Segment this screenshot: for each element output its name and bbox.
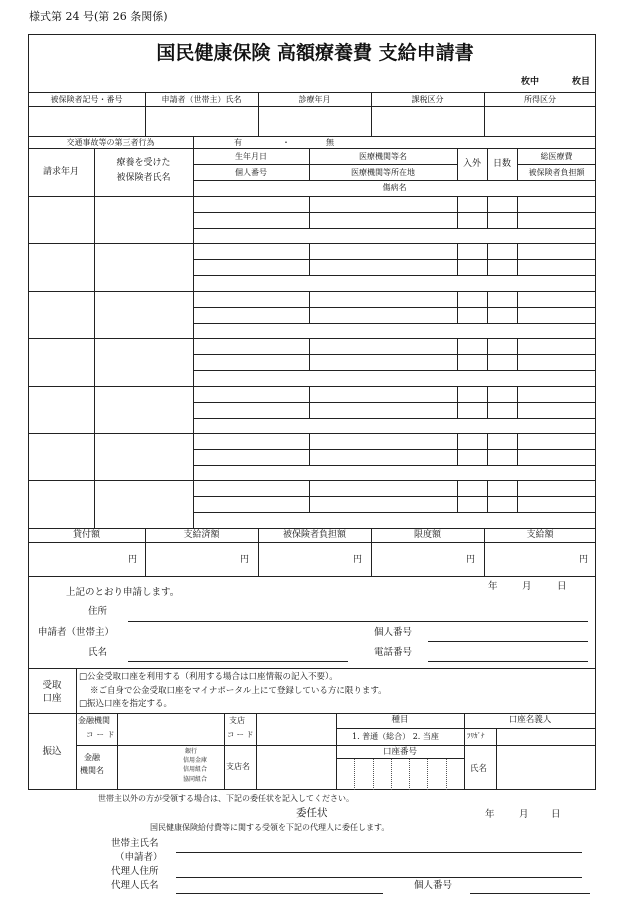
- agent-address-field[interactable]: [176, 877, 582, 878]
- claim-row[interactable]: [29, 339, 595, 384]
- insured-number-label: 被保険者記号・番号: [50, 95, 123, 104]
- applicant-name-label: 申請者（世帯主）氏名: [161, 95, 242, 104]
- claim-row[interactable]: [29, 387, 595, 432]
- personal-number-header: 個人番号: [235, 168, 267, 177]
- receipt-label-line2: 口座: [42, 693, 62, 704]
- account-digit-divider: [409, 759, 410, 790]
- account-digit-divider: [354, 759, 355, 790]
- income-class-label: 所得区分: [524, 95, 556, 104]
- page-total-label: 枚中: [521, 77, 540, 87]
- applicant-name-label2: 氏名: [88, 647, 108, 658]
- rule-line: [309, 433, 310, 465]
- claim-row[interactable]: [29, 434, 595, 479]
- payment-amount-yen: 円: [579, 555, 589, 565]
- rule-line: [193, 449, 596, 450]
- delegation-text: 国民健康保険給付費等に関する受領を下記の代理人に委任します。: [150, 823, 390, 832]
- bank-code-label-line1: 金融機関: [78, 716, 110, 725]
- public-account-note: ※ご自身で公金受取口座をマイナポータル上にて登録している方に限ります。: [90, 686, 387, 696]
- limit-amount-yen: 円: [466, 555, 476, 565]
- rule-line: [457, 480, 458, 512]
- head-name-field[interactable]: [176, 852, 582, 853]
- applicant-personal-number-label: 個人番号: [374, 627, 413, 638]
- bank-type-bank[interactable]: 銀行: [185, 748, 198, 755]
- bank-type-shinkin[interactable]: 信用金庫: [183, 757, 208, 764]
- rule-line: [193, 402, 596, 403]
- branch-code-field[interactable]: [257, 714, 335, 744]
- rule-line: [517, 291, 518, 323]
- hospital-name-header: 医療機関等名: [359, 152, 407, 161]
- rule-line: [457, 291, 458, 323]
- applicant-signature-field[interactable]: [128, 661, 348, 662]
- insured-number-field[interactable]: [29, 107, 144, 135]
- rule-line: [457, 196, 458, 228]
- applicant-label: 申請者（世帯主）: [38, 627, 115, 638]
- declaration-year: 年: [488, 581, 498, 592]
- furigana-field[interactable]: [497, 729, 595, 744]
- rule-line: [517, 196, 518, 228]
- rule-line: [517, 386, 518, 418]
- delegation-day: 日: [551, 809, 561, 820]
- paid-amount-label: 支給済額: [183, 530, 220, 540]
- insured-burden-yen: 円: [353, 555, 363, 565]
- claim-row[interactable]: [29, 197, 595, 242]
- claim-row[interactable]: [29, 292, 595, 337]
- rule-line: [193, 275, 596, 276]
- head-applicant-sub-label: （申請者）: [115, 852, 163, 863]
- agent-personal-number-label: 個人番号: [414, 880, 453, 891]
- rule-line: [457, 243, 458, 275]
- claim-month-header: 請求年月: [42, 167, 79, 177]
- third-party-separator: ・: [282, 138, 290, 147]
- account-digit-divider: [391, 759, 392, 790]
- public-account-option[interactable]: □公金受取口座を利用する（利用する場合は口座情報の記入不要）。: [79, 672, 338, 682]
- bank-code-label-line2: コード: [86, 730, 118, 739]
- claim-row[interactable]: [29, 244, 595, 289]
- declaration-month: 月: [522, 581, 532, 592]
- tax-class-field[interactable]: [372, 107, 483, 135]
- transfer-label: 振込: [42, 746, 62, 757]
- applicant-name-field[interactable]: [146, 107, 257, 135]
- rule-line: [309, 338, 310, 370]
- holder-name-label: 氏名: [470, 764, 488, 774]
- transfer-account-option[interactable]: □振込口座を指定する。: [79, 699, 173, 709]
- treatment-month-label: 診療年月: [298, 95, 331, 104]
- rule-line: [517, 243, 518, 275]
- rule-line: [28, 433, 596, 434]
- bank-code-field[interactable]: [118, 714, 223, 744]
- account-digit-divider: [446, 759, 447, 790]
- account-digit-divider: [427, 759, 428, 790]
- branch-code-label-line1: 支店: [229, 716, 245, 725]
- rule-line: [193, 465, 596, 466]
- phone-label: 電話番号: [374, 647, 413, 658]
- inout-header: 入外: [462, 159, 481, 169]
- patient-header-line2: 被保険者氏名: [116, 173, 171, 183]
- bank-name-label-line1: 金融: [84, 753, 100, 762]
- rule-line: [193, 512, 596, 513]
- agent-name-field[interactable]: [176, 893, 383, 894]
- disease-header: 傷病名: [382, 183, 407, 192]
- bank-type-credit-union[interactable]: 信用組合: [183, 766, 208, 773]
- insured-burden-label: 被保険者負担額: [282, 530, 346, 540]
- birthdate-header: 生年月日: [235, 152, 267, 161]
- agent-name-label: 代理人氏名: [111, 880, 159, 891]
- loan-amount-label: 貸付額: [72, 530, 100, 540]
- account-type-label: 種目: [391, 715, 409, 725]
- bank-name-label-line2: 機関名: [80, 766, 104, 775]
- rule-line: [193, 307, 596, 308]
- rule-line: [193, 370, 596, 371]
- page-current-label: 枚目: [572, 77, 591, 87]
- form-number: 様式第 24 号(第 26 条関係): [29, 10, 168, 23]
- rule-line: [193, 228, 596, 229]
- head-name-label: 世帯主氏名: [111, 838, 159, 849]
- rule-line: [457, 386, 458, 418]
- rule-line: [457, 338, 458, 370]
- rule-line: [487, 243, 488, 275]
- holder-name-field[interactable]: [497, 746, 595, 789]
- address-field[interactable]: [128, 621, 588, 622]
- delegation-note: 世帯主以外の方が受領する場合は、下記の委任状を記入してください。: [98, 794, 354, 803]
- limit-amount-label: 限度額: [413, 530, 441, 540]
- days-header: 日数: [492, 159, 511, 169]
- third-party-yes[interactable]: 有: [234, 138, 242, 147]
- rule-line: [193, 259, 596, 260]
- rule-line: [28, 291, 596, 292]
- address-label: 住所: [88, 606, 108, 617]
- bank-type-cooperative[interactable]: 協同組合: [183, 776, 208, 783]
- rule-line: [193, 323, 596, 324]
- paid-amount-yen: 円: [240, 555, 250, 565]
- rule-line: [309, 196, 310, 228]
- rule-line: [309, 386, 310, 418]
- rule-line: [517, 433, 518, 465]
- rule-line: [193, 212, 596, 213]
- rule-line: [309, 480, 310, 512]
- furigana-label: ﾌﾘｶﾞﾅ: [467, 732, 485, 740]
- delegation-title: 委任状: [296, 807, 328, 819]
- account-holder-label: 口座名義人: [508, 715, 552, 725]
- payment-amount-label: 支給額: [526, 530, 554, 540]
- branch-name-field[interactable]: [257, 746, 335, 789]
- rule-line: [487, 291, 488, 323]
- rule-line: [487, 433, 488, 465]
- insured-burden-header: 被保険者負担額: [528, 168, 585, 177]
- tax-class-label: 課税区分: [411, 95, 444, 104]
- rule-line: [28, 480, 596, 481]
- third-party-label: 交通事故等の第三者行為: [66, 138, 155, 147]
- account-type-options[interactable]: 1. 普通（総合） 2. 当座: [352, 732, 439, 741]
- income-class-field[interactable]: [485, 107, 595, 135]
- rule-line: [28, 338, 596, 339]
- branch-name-label: 支店名: [226, 762, 250, 771]
- rule-line: [487, 196, 488, 228]
- bank-name-field[interactable]: [118, 746, 178, 789]
- delegation-month: 月: [519, 809, 529, 820]
- claim-row[interactable]: [29, 481, 595, 526]
- total-cost-header: 総医療費: [540, 152, 573, 161]
- branch-code-label-line2: コード: [227, 730, 256, 739]
- rule-line: [193, 418, 596, 419]
- rule-line: [517, 480, 518, 512]
- form-title: 国民健康保険 高額療養費 支給申請書: [156, 42, 474, 64]
- rule-line: [28, 243, 596, 244]
- rule-line: [457, 433, 458, 465]
- delegation-year: 年: [485, 809, 495, 820]
- rule-line: [193, 354, 596, 355]
- rule-line: [193, 496, 596, 497]
- third-party-no[interactable]: 無: [326, 138, 334, 147]
- treatment-month-field[interactable]: [259, 107, 370, 135]
- rule-line: [309, 243, 310, 275]
- hospital-address-header: 医療機関等所在地: [351, 168, 415, 177]
- rule-line: [28, 386, 596, 387]
- loan-amount-yen: 円: [128, 555, 138, 565]
- account-digit-divider: [373, 759, 374, 790]
- declaration-day: 日: [557, 581, 567, 592]
- rule-line: [487, 338, 488, 370]
- rule-line: [487, 386, 488, 418]
- declaration-text: 上記のとおり申請します。: [66, 587, 180, 598]
- rule-line: [517, 338, 518, 370]
- patient-header-line1: 療養を受けた: [116, 158, 171, 168]
- account-number-label: 口座番号: [382, 747, 417, 757]
- applicant-personal-number-field[interactable]: [428, 641, 588, 642]
- phone-field[interactable]: [428, 661, 588, 662]
- rule-line: [309, 291, 310, 323]
- agent-personal-number-field[interactable]: [470, 893, 590, 894]
- receipt-label-line1: 受取: [42, 680, 62, 691]
- rule-line: [487, 480, 488, 512]
- agent-address-label: 代理人住所: [111, 866, 159, 877]
